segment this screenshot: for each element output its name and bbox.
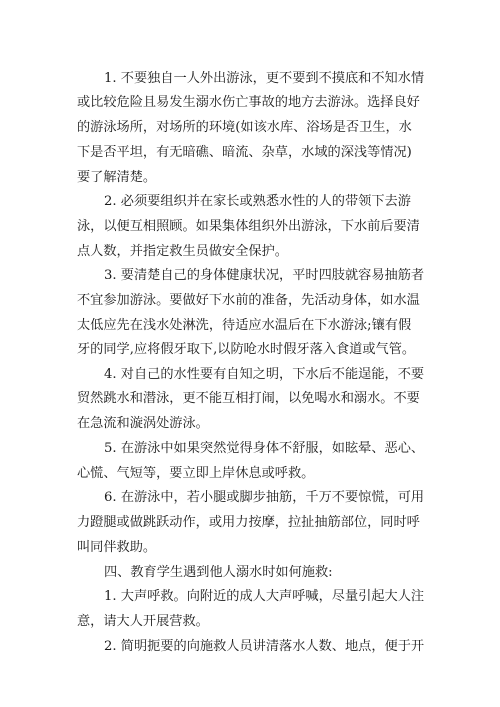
text-line: 泳，以便互相照顾。如果集体组织外出游泳，下水前后要清 [77, 219, 420, 234]
text-line: 6. 在游泳中，若小腿或脚步抽筋，千万不要惊慌，可用 [104, 490, 425, 505]
text-line: 叫同伴救助。 [77, 540, 157, 555]
text-line: 2. 简明扼要的向施救人员讲清落水人数、地点，便于开 [104, 639, 425, 654]
text-line: 5. 在游泳中如果突然觉得身体不舒服，如眩晕、恶心、 [104, 441, 425, 456]
text-line: 4. 对自己的水性要有自知之明，下水后不能逞能，不要 [104, 367, 425, 382]
text-line: 的游泳场所，对场所的环境(如该水库、浴场是否卫生，水 [77, 120, 412, 135]
text-line: 要了解清楚。 [77, 170, 157, 185]
text-line: 太低应先在浅水处淋洗，待适应水温后在下水游泳;镶有假 [77, 318, 412, 333]
section-heading: 四、教育学生遇到他人溺水时如何施救: [104, 565, 333, 580]
text-line: 3. 要清楚自己的身体健康状况，平时四肢就容易抽筋者 [104, 268, 425, 283]
text-line: 下是否平坦，有无暗礁、暗流、杂草，水域的深浅等情况) [77, 145, 412, 160]
text-line: 心慌、气短等，要立即上岸休息或呼救。 [77, 466, 315, 481]
text-line: 不宜参加游泳。要做好下水前的准备，先活动身体，如水温 [77, 293, 420, 308]
text-line: 力蹬腿或做跳跃动作，或用力按摩，拉扯抽筋部位，同时呼 [77, 515, 420, 530]
text-line: 意，请大人开展营救。 [77, 614, 209, 629]
text-line: 贸然跳水和潜泳，更不能互相打闹，以免喝水和溺水。不要 [77, 391, 420, 406]
text-line: 在急流和漩涡处游泳。 [77, 416, 209, 431]
text-line: 1. 大声呼救。向附近的成人大声呼喊，尽量引起大人注 [104, 589, 425, 604]
text-line: 2. 必须要组织并在家长或熟悉水性的人的带领下去游 [104, 194, 411, 209]
text-line: 或比较危险且易发生溺水伤亡事故的地方去游泳。选择良好 [77, 95, 420, 110]
text-line: 1. 不要独自一人外出游泳，更不要到不摸底和不知水情 [104, 71, 425, 86]
text-line: 牙的同学,应将假牙取下,以防呛水时假牙落入食道或气管。 [77, 342, 416, 357]
text-line: 点人数，并指定救生员做安全保护。 [77, 244, 288, 259]
